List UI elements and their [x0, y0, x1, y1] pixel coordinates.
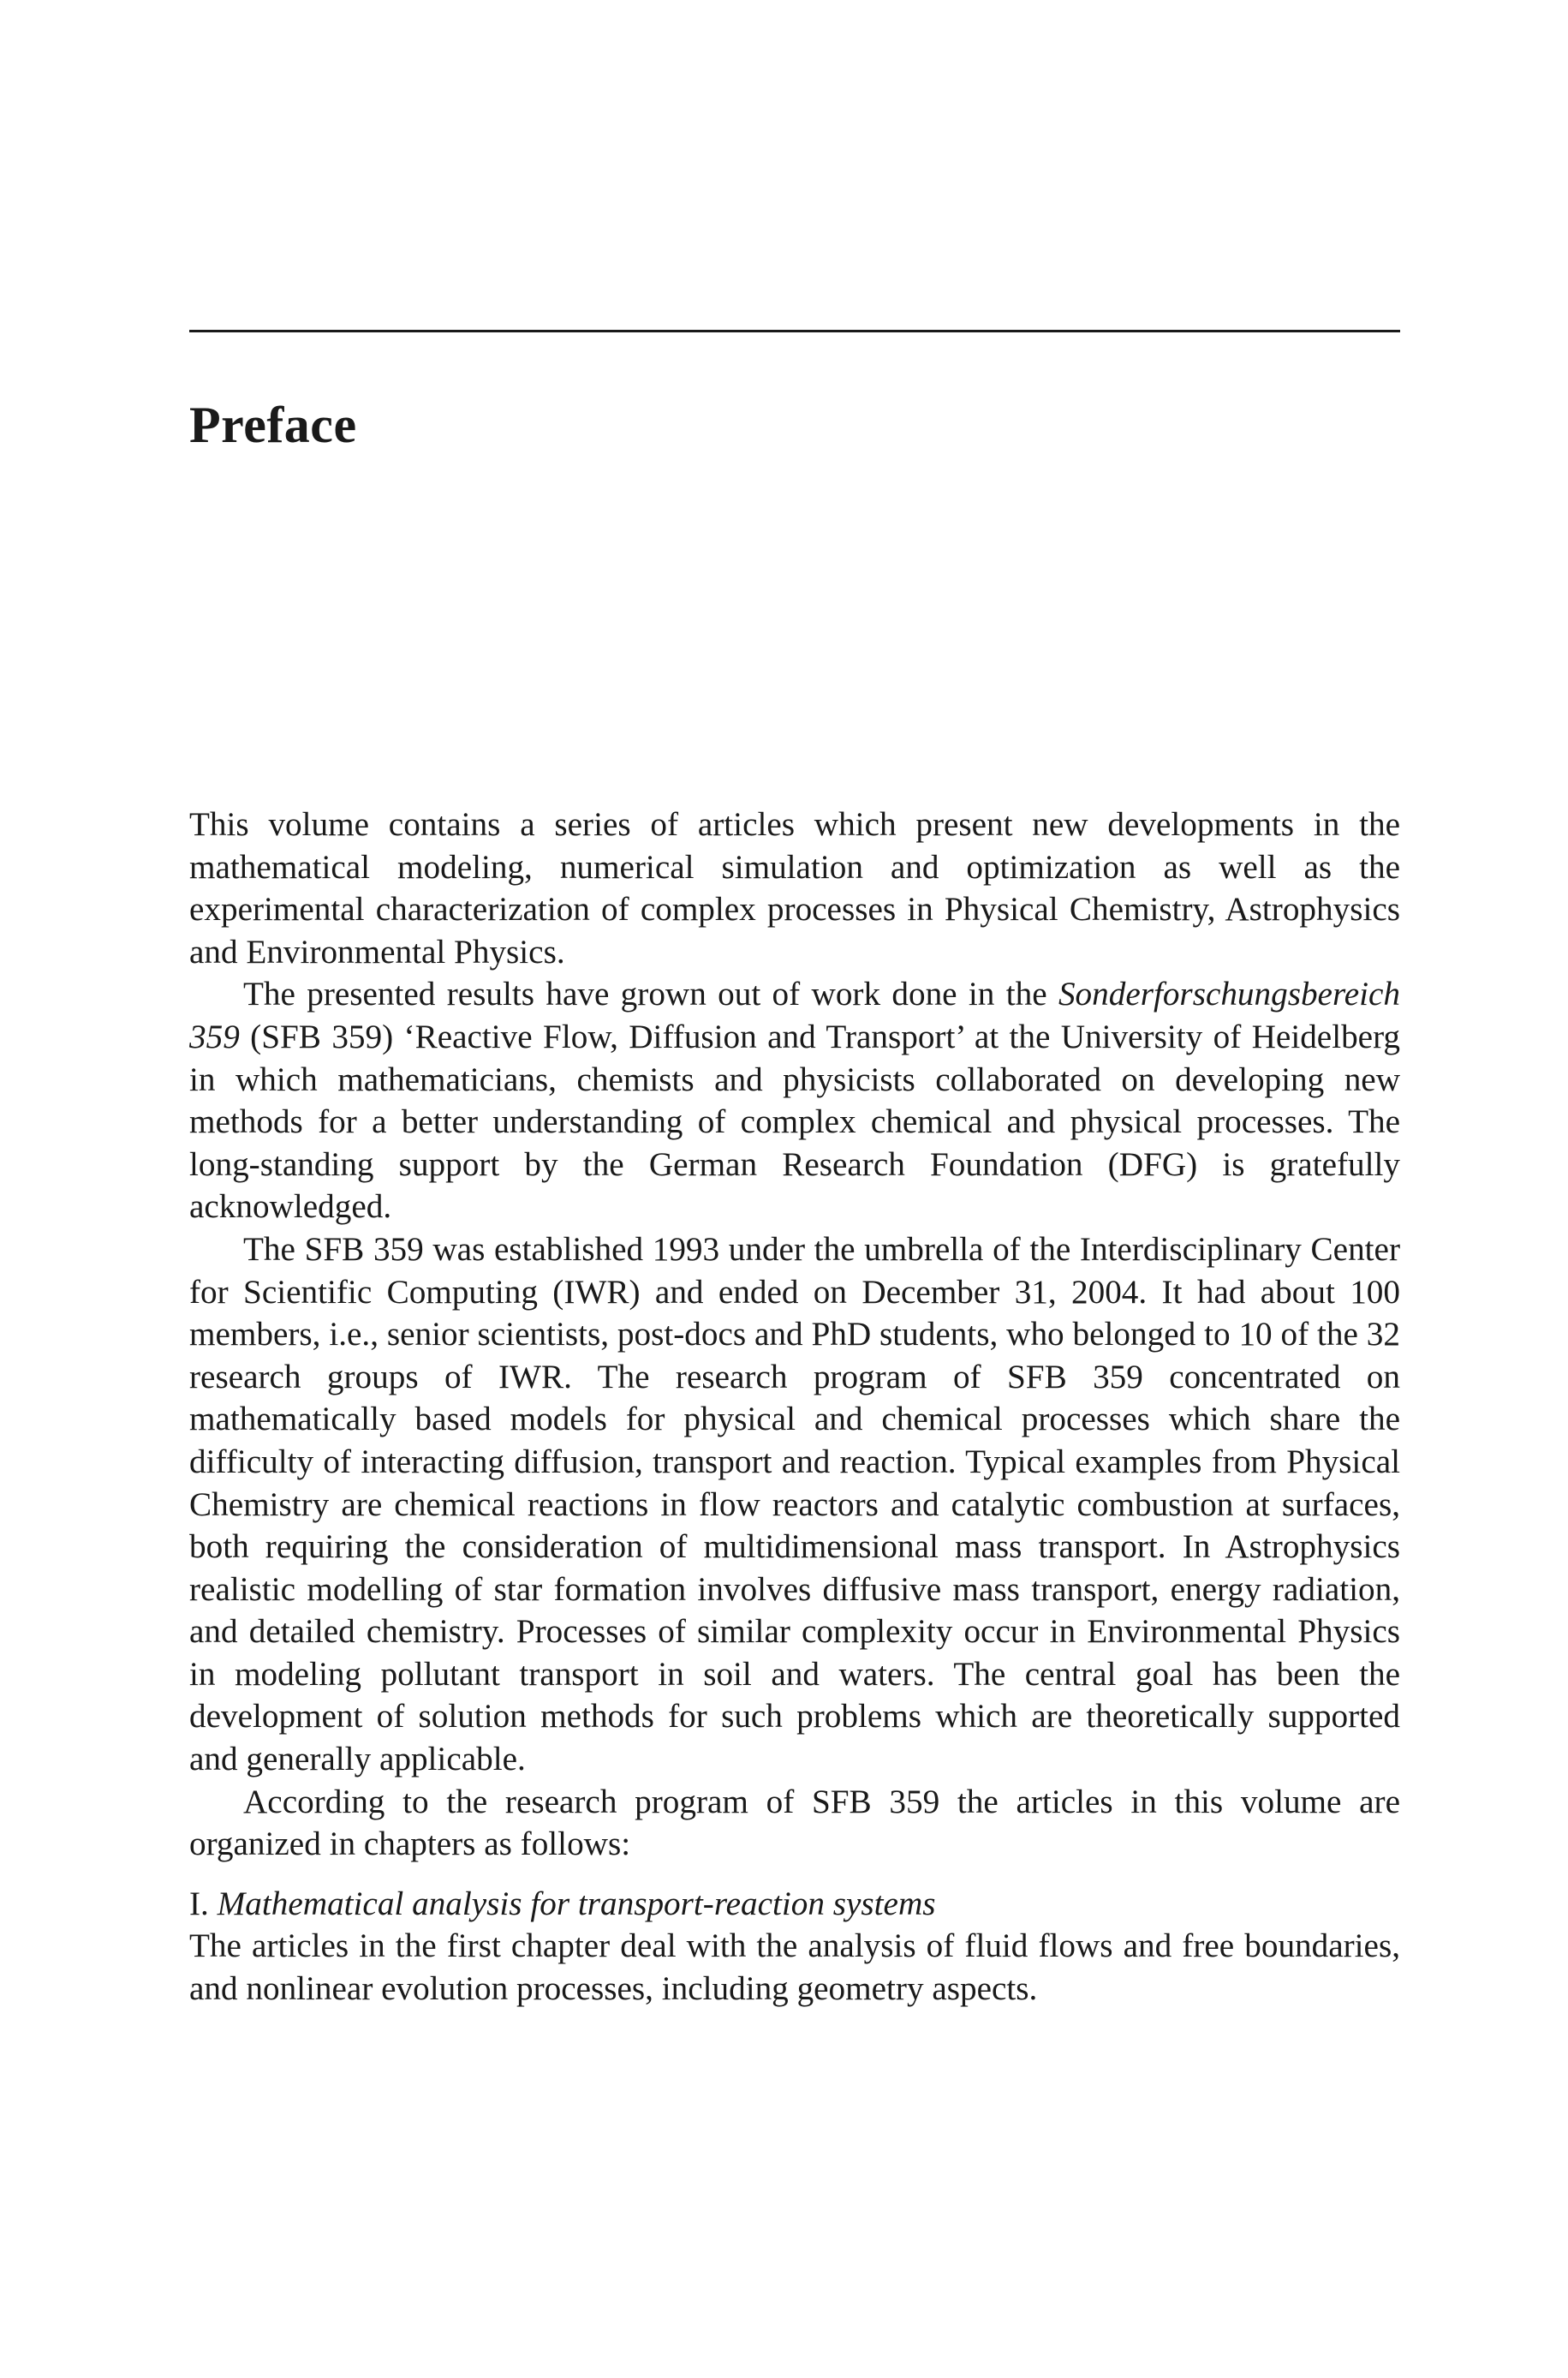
chapter-1-title: Mathematical analysis for transport-reaction systems [217, 1885, 936, 1922]
chapter-1-number: I. [189, 1885, 209, 1922]
chapter-1-heading [189, 1883, 1400, 1926]
header-rule [189, 330, 1400, 332]
sfb-name-italic: Sonderforschungsbereich 359 [189, 976, 1401, 1055]
paragraph-sfb-text-1: The presented results have grown out of work done in the [243, 976, 1047, 1013]
chapter-1-description: The articles in the first chapter deal with the analysis of fluid flows and free boundaries, and nonlinear evolution processes, including geometry aspects. [189, 1927, 1400, 2008]
paragraph-chapter-intro: According to the research program of SFB 359 the articles in this volume are organized in chapters as follows: [189, 1783, 1400, 1863]
page-title: Preface [189, 397, 357, 454]
paragraph-sfb-text-2: (SFB 359) ‘Reactive Flow, Diffusion and Transport’ at the University of Heidelberg in which mathematicians, chemists and physicists collaborated on developing new methods for a better understanding of complex chemical and physical processes. The long-standing support by the German Research Foundation (DFG) is gratefully acknowledged. [189, 1018, 1400, 1226]
preface-body [189, 804, 1400, 2011]
paragraph-intro: This volume contains a series of articles which present new developments in the mathematical modeling, numerical simulation and optimization as well as the experimental characterization of complex processes in Physical Chemistry, Astrophysics and Environmental Physics. [189, 806, 1400, 971]
paragraph-sfb-history: The SFB 359 was established 1993 under the umbrella of the Interdisciplinary Center for Scientific Computing (IWR) and ended on December 31, 2004. It had about 100 members, i.e., senior scientists, post-docs and PhD students, who belonged to 10 of the 32 research groups of IWR. The research program of SFB 359 concentrated on mathematically based models for physical and chemical processes which share the difficulty of interacting diffusion, transport and reaction. Typical examples from Physical Chemistry are chemical reactions in flow reactors and catalytic combustion at surfaces, both requiring the consideration of multidimensional mass transport. In Astrophysics realistic modelling of star formation involves diffusive mass transport, energy radiation, and detailed chemistry. Processes of similar complexity occur in Environmental Physics in modeling pollutant transport in soil and waters. The central goal has been the development of solution methods for such problems which are theoretically supported and generally applicable. [189, 1230, 1400, 1778]
paragraph-sfb-origin [189, 973, 1400, 1228]
